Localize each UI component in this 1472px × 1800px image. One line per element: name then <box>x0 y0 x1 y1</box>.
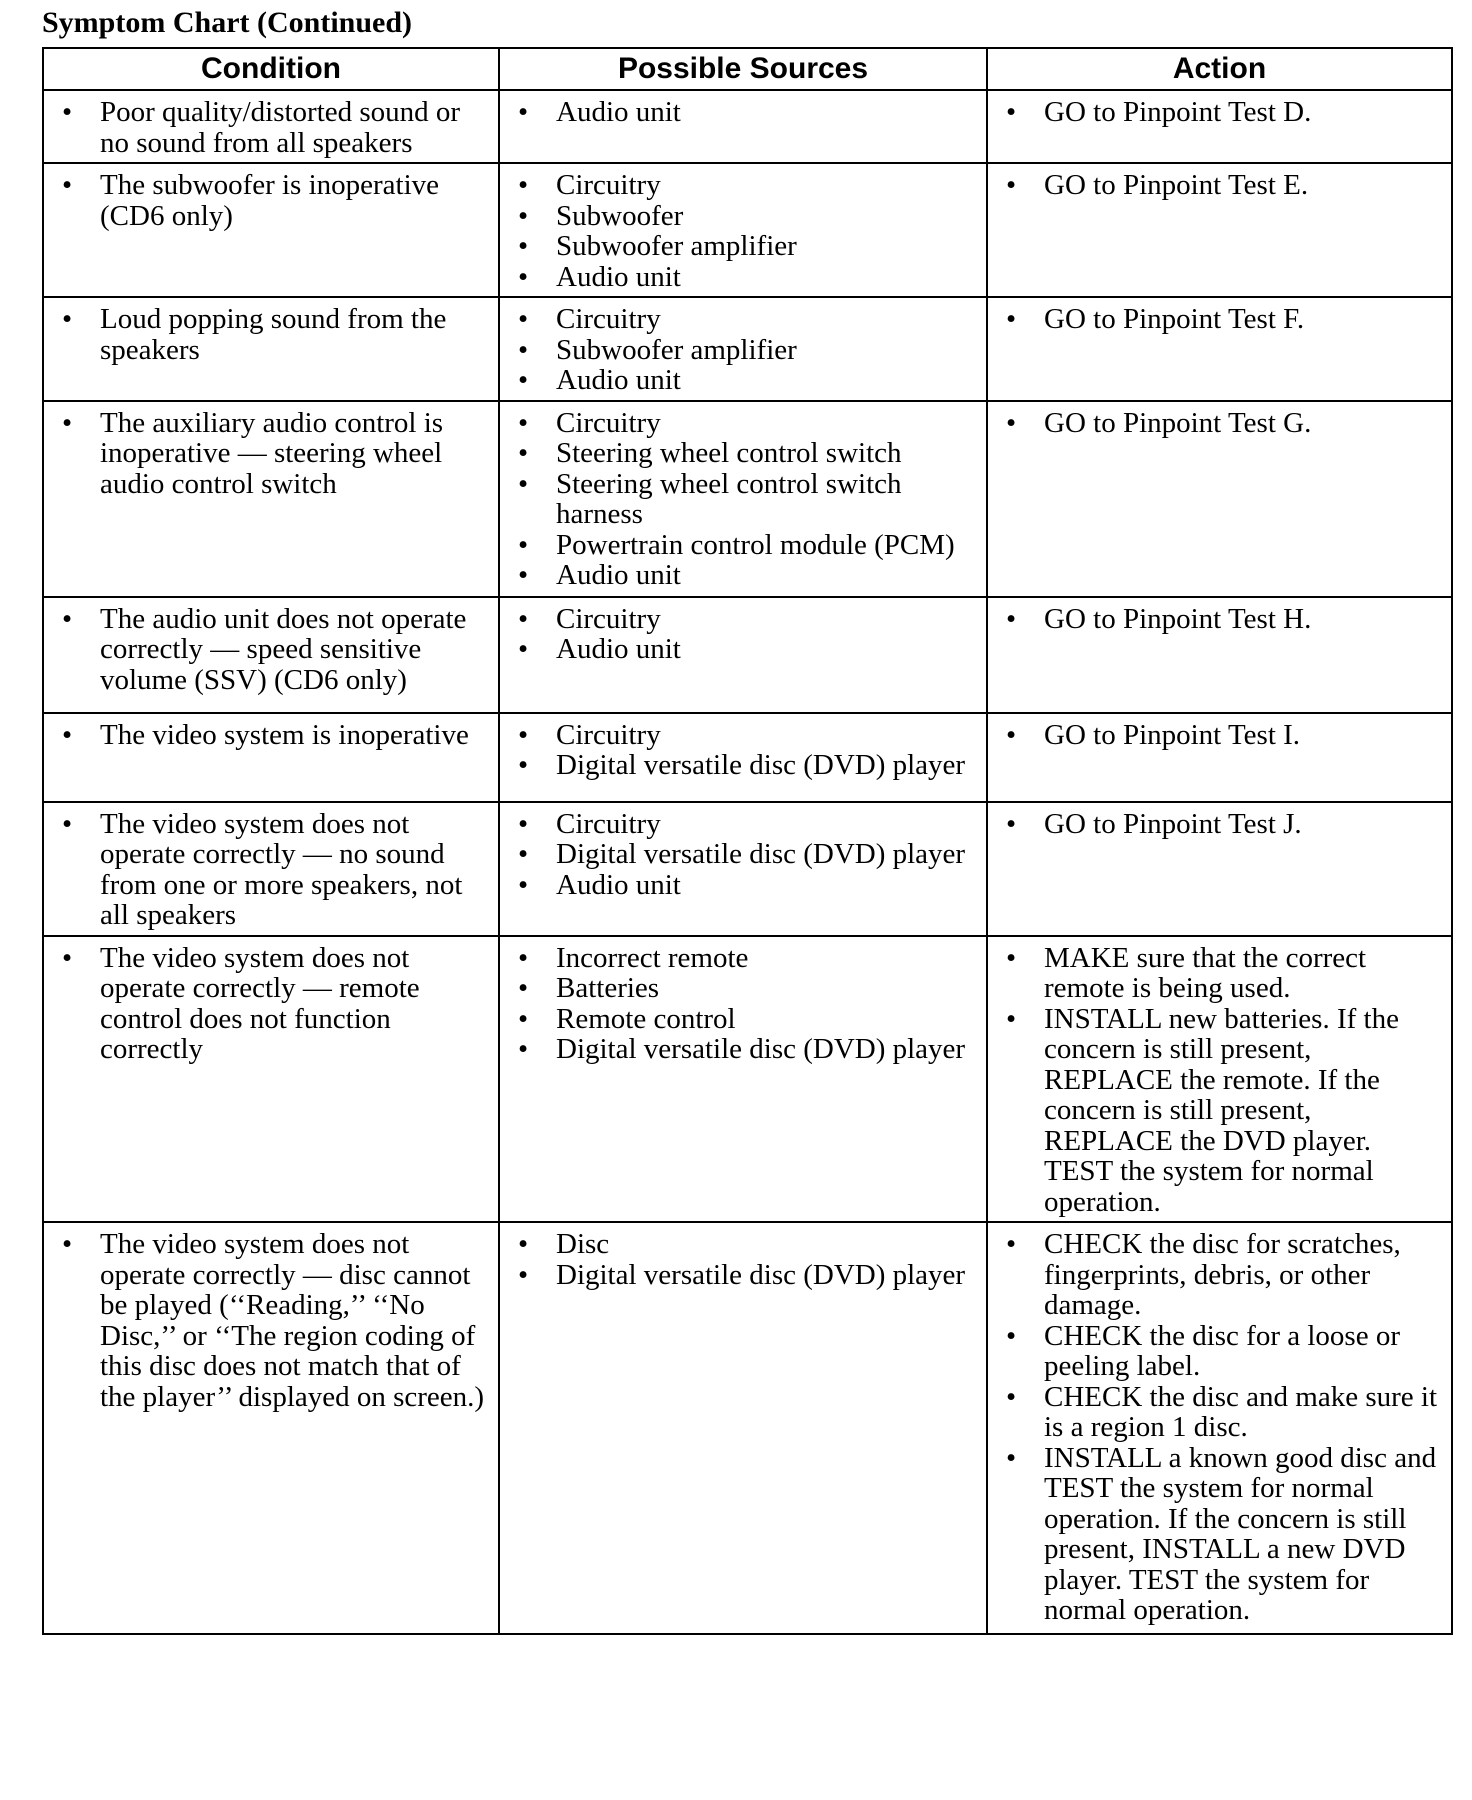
bullet-list <box>1000 809 1441 840</box>
list-item: • Audio unit <box>512 560 976 591</box>
condition-cell <box>43 297 499 401</box>
possible-sources-cell <box>499 297 987 401</box>
bullet-list <box>56 170 488 231</box>
bullet-list <box>512 604 976 665</box>
list-item: • The video system does not operate correctly — remote control does not function correctly <box>56 943 488 1065</box>
bullet-list <box>56 1229 488 1412</box>
list-item: • The audio unit does not operate correctly — speed sensitive volume (SSV) (CD6 only) <box>56 604 488 696</box>
list-item: • Incorrect remote <box>512 943 976 974</box>
column-header-condition: Condition <box>43 48 499 90</box>
bullet-list <box>56 97 488 158</box>
list-item: • INSTALL a known good disc and TEST the system for normal operation. If the concern is still present, INSTALL a new DVD player. TEST the system for normal operation. <box>1000 1443 1441 1626</box>
table-row <box>43 90 1452 163</box>
list-item: • Circuitry <box>512 604 976 635</box>
bullet-list <box>512 809 976 901</box>
list-item: • The video system is inoperative <box>56 720 488 751</box>
column-header-possible-sources: Possible Sources <box>499 48 987 90</box>
bullet-list <box>512 408 976 591</box>
condition-cell <box>43 1222 499 1634</box>
list-item: • Audio unit <box>512 365 976 396</box>
condition-cell <box>43 713 499 802</box>
bullet-list <box>512 304 976 396</box>
column-header-action: Action <box>987 48 1452 90</box>
list-item: • Circuitry <box>512 304 976 335</box>
list-item: • Steering wheel control switch <box>512 438 976 469</box>
list-item: • INSTALL new batteries. If the concern is still present, REPLACE the remote. If the concern is still present, REPLACE the DVD player. TEST the system for normal operation. <box>1000 1004 1441 1218</box>
bullet-list <box>1000 604 1441 635</box>
bullet-list <box>56 943 488 1065</box>
list-item: • Poor quality/distorted sound or no sound from all speakers <box>56 97 488 158</box>
bullet-list <box>1000 1229 1441 1626</box>
list-item: • MAKE sure that the correct remote is being used. <box>1000 943 1441 1004</box>
list-item: • Subwoofer <box>512 201 976 232</box>
action-cell <box>987 1222 1452 1634</box>
list-item: • CHECK the disc for scratches, fingerprints, debris, or other damage. <box>1000 1229 1441 1321</box>
condition-cell <box>43 163 499 297</box>
action-cell <box>987 597 1452 713</box>
bullet-list <box>56 304 488 365</box>
possible-sources-cell <box>499 1222 987 1634</box>
list-item: • Circuitry <box>512 408 976 439</box>
action-cell <box>987 936 1452 1223</box>
list-item: • GO to Pinpoint Test D. <box>1000 97 1441 128</box>
list-item: • Circuitry <box>512 720 976 751</box>
list-item: • Audio unit <box>512 97 976 128</box>
table-row <box>43 936 1452 1223</box>
list-item: • The auxiliary audio control is inoperative — steering wheel audio control switch <box>56 408 488 500</box>
bullet-list <box>56 408 488 500</box>
table-row <box>43 1222 1452 1634</box>
list-item: • CHECK the disc and make sure it is a region 1 disc. <box>1000 1382 1441 1443</box>
condition-cell <box>43 936 499 1223</box>
bullet-list <box>56 720 488 751</box>
action-cell <box>987 163 1452 297</box>
header-row <box>43 48 1452 90</box>
action-cell <box>987 297 1452 401</box>
table-body <box>43 90 1452 1634</box>
action-cell <box>987 713 1452 802</box>
condition-cell <box>43 597 499 713</box>
condition-cell <box>43 802 499 936</box>
table-row <box>43 297 1452 401</box>
possible-sources-cell <box>499 163 987 297</box>
condition-cell <box>43 401 499 597</box>
table-row <box>43 802 1452 936</box>
table-row <box>43 163 1452 297</box>
list-item: • Audio unit <box>512 262 976 293</box>
list-item: • Circuitry <box>512 809 976 840</box>
bullet-list <box>512 170 976 292</box>
list-item: • GO to Pinpoint Test H. <box>1000 604 1441 635</box>
action-cell <box>987 90 1452 163</box>
possible-sources-cell <box>499 90 987 163</box>
condition-cell <box>43 90 499 163</box>
list-item: • Subwoofer amplifier <box>512 335 976 366</box>
bullet-list <box>512 97 976 128</box>
list-item: • GO to Pinpoint Test I. <box>1000 720 1441 751</box>
bullet-list <box>1000 97 1441 128</box>
list-item: • The video system does not operate correctly — disc cannot be played (‘‘Reading,’’ ‘‘No Disc,’’ or ‘‘The region coding of this disc does not match that of the player’’ displayed on screen.) <box>56 1229 488 1412</box>
list-item: • Digital versatile disc (DVD) player <box>512 750 976 781</box>
list-item: • Subwoofer amplifier <box>512 231 976 262</box>
list-item: • Loud popping sound from the speakers <box>56 304 488 365</box>
list-item: • Steering wheel control switch harness <box>512 469 976 530</box>
action-cell <box>987 802 1452 936</box>
list-item: • GO to Pinpoint Test E. <box>1000 170 1441 201</box>
page-title: Symptom Chart (Continued) <box>42 6 413 39</box>
list-item: • The video system does not operate correctly — no sound from one or more speakers, not all speakers <box>56 809 488 931</box>
bullet-list <box>512 1229 976 1290</box>
list-item: • Digital versatile disc (DVD) player <box>512 839 976 870</box>
list-item: • GO to Pinpoint Test F. <box>1000 304 1441 335</box>
list-item: • Circuitry <box>512 170 976 201</box>
list-item: • Audio unit <box>512 870 976 901</box>
possible-sources-cell <box>499 936 987 1223</box>
list-item: • CHECK the disc for a loose or peeling label. <box>1000 1321 1441 1382</box>
list-item: • Audio unit <box>512 634 976 665</box>
list-item: • Batteries <box>512 973 976 1004</box>
list-item: • Remote control <box>512 1004 976 1035</box>
list-item: • Digital versatile disc (DVD) player <box>512 1260 976 1291</box>
list-item: • Digital versatile disc (DVD) player <box>512 1034 976 1065</box>
list-item: • GO to Pinpoint Test G. <box>1000 408 1441 439</box>
possible-sources-cell <box>499 802 987 936</box>
possible-sources-cell <box>499 401 987 597</box>
table-row <box>43 597 1452 713</box>
possible-sources-cell <box>499 597 987 713</box>
bullet-list <box>1000 304 1441 335</box>
list-item: • GO to Pinpoint Test J. <box>1000 809 1441 840</box>
possible-sources-cell <box>499 713 987 802</box>
bullet-list <box>1000 170 1441 201</box>
bullet-list <box>56 809 488 931</box>
list-item: • Powertrain control module (PCM) <box>512 530 976 561</box>
list-item: • Disc <box>512 1229 976 1260</box>
action-cell <box>987 401 1452 597</box>
bullet-list <box>1000 943 1441 1218</box>
bullet-list <box>1000 408 1441 439</box>
bullet-list <box>512 720 976 781</box>
table-row <box>43 401 1452 597</box>
bullet-list <box>1000 720 1441 751</box>
table-row <box>43 713 1452 802</box>
bullet-list <box>56 604 488 696</box>
symptom-table <box>42 47 1453 1635</box>
bullet-list <box>512 943 976 1065</box>
list-item: • The subwoofer is inoperative (CD6 only) <box>56 170 488 231</box>
